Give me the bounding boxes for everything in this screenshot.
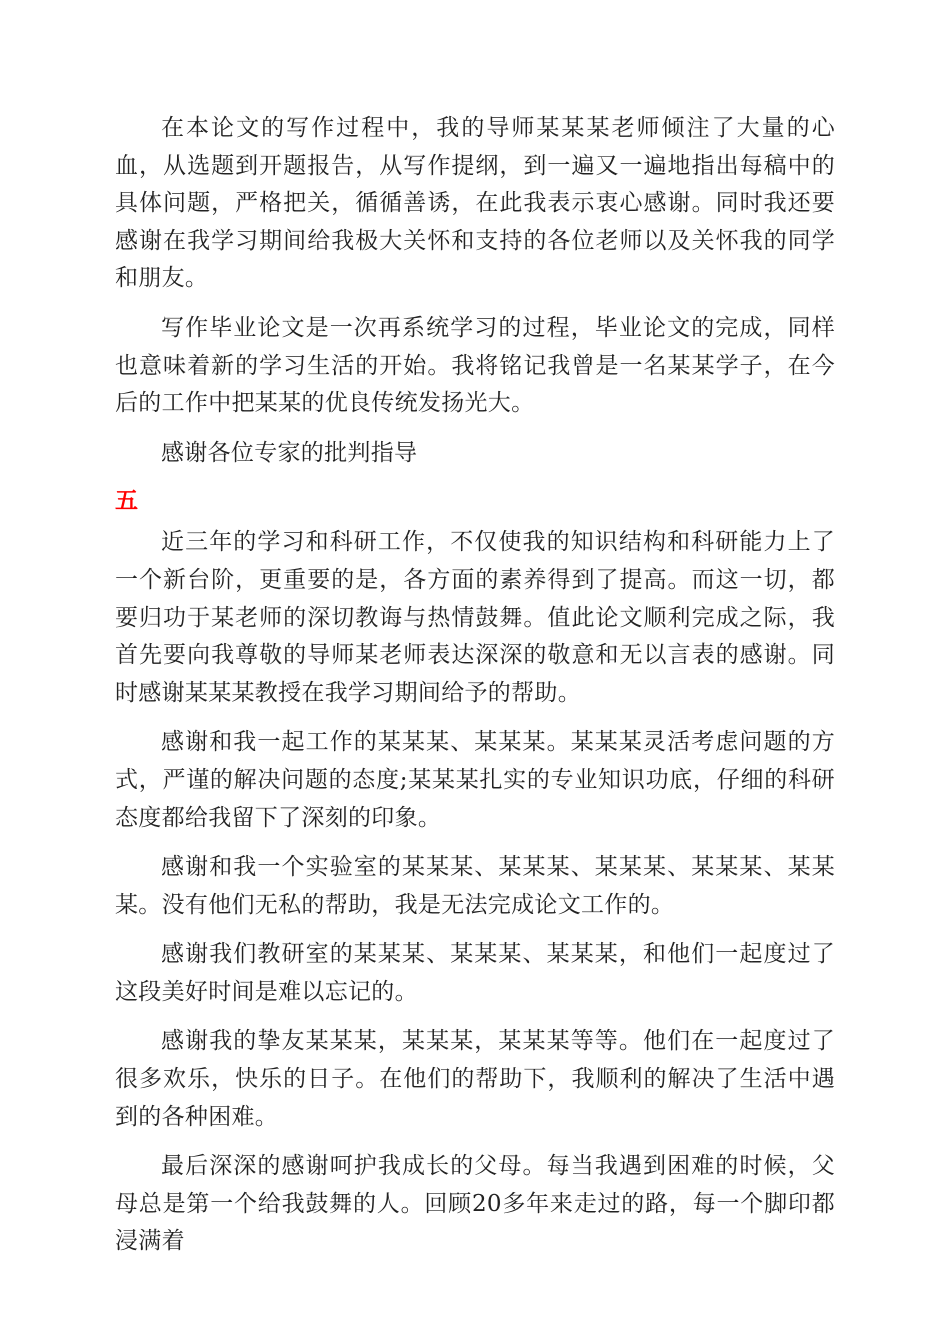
paragraph-parents: 最后深深的感谢呵护我成长的父母。每当我遇到困难的时候，父母总是第一个给我鼓舞的人。回顾20多年来走过的路，每一个脚印都浸满着 [115,1153,835,1255]
paragraph-research-years: 近三年的学习和科研工作，不仅使我的知识结构和科研能力上了一个新台阶，更重要的是，各方面的素养得到了提高。而这一切，都要归功于某老师的深切教诲与热情鼓舞。值此论文顺利完成之际，我首先要向我尊敬的导师某老师表达深深的敬意和无以言表的感谢。同时感谢某某某教授在我学习期间给予的帮助。 [115,529,835,706]
paragraph-coworkers: 感谢和我一起工作的某某某、某某某。某某某灵活考虑问题的方式，严谨的解决问题的态度;某某某扎实的专业知识功底，仔细的科研态度都给我留下了深刻的印象。 [115,729,835,831]
paragraph-graduation: 写作毕业论文是一次再系统学习的过程，毕业论文的完成，同样也意味着新的学习生活的开始。我将铭记我曾是一名某某学子，在今后的工作中把某某的优良传统发扬光大。 [115,314,835,417]
paragraph-department: 感谢我们教研室的某某某、某某某、某某某，和他们一起度过了这段美好时间是难以忘记的。 [115,941,835,1005]
paragraph-advisor-thanks: 在本论文的写作过程中，我的导师某某某老师倾注了大量的心血，从选题到开题报告，从写作提纲，到一遍又一遍地指出每稿中的具体问题，严格把关，循循善诱，在此我表示衷心感谢。同时我还要感谢在我学习期间给我极大关怀和支持的各位老师以及关怀我的同学和朋友。 [115,115,835,292]
paragraph-experts-thanks: 感谢各位专家的批判指导 [161,439,418,466]
paragraph-friends: 感谢我的挚友某某某，某某某，某某某等等。他们在一起度过了很多欢乐，快乐的日子。在他们的帮助下，我顺利的解决了生活中遇到的各种困难。 [115,1028,835,1130]
document-body [115,110,835,1273]
section-heading: 五 [115,488,138,515]
paragraph-lab-mates: 感谢和我一个实验室的某某某、某某某、某某某、某某某、某某某。没有他们无私的帮助，我是无法完成论文工作的。 [115,854,835,918]
